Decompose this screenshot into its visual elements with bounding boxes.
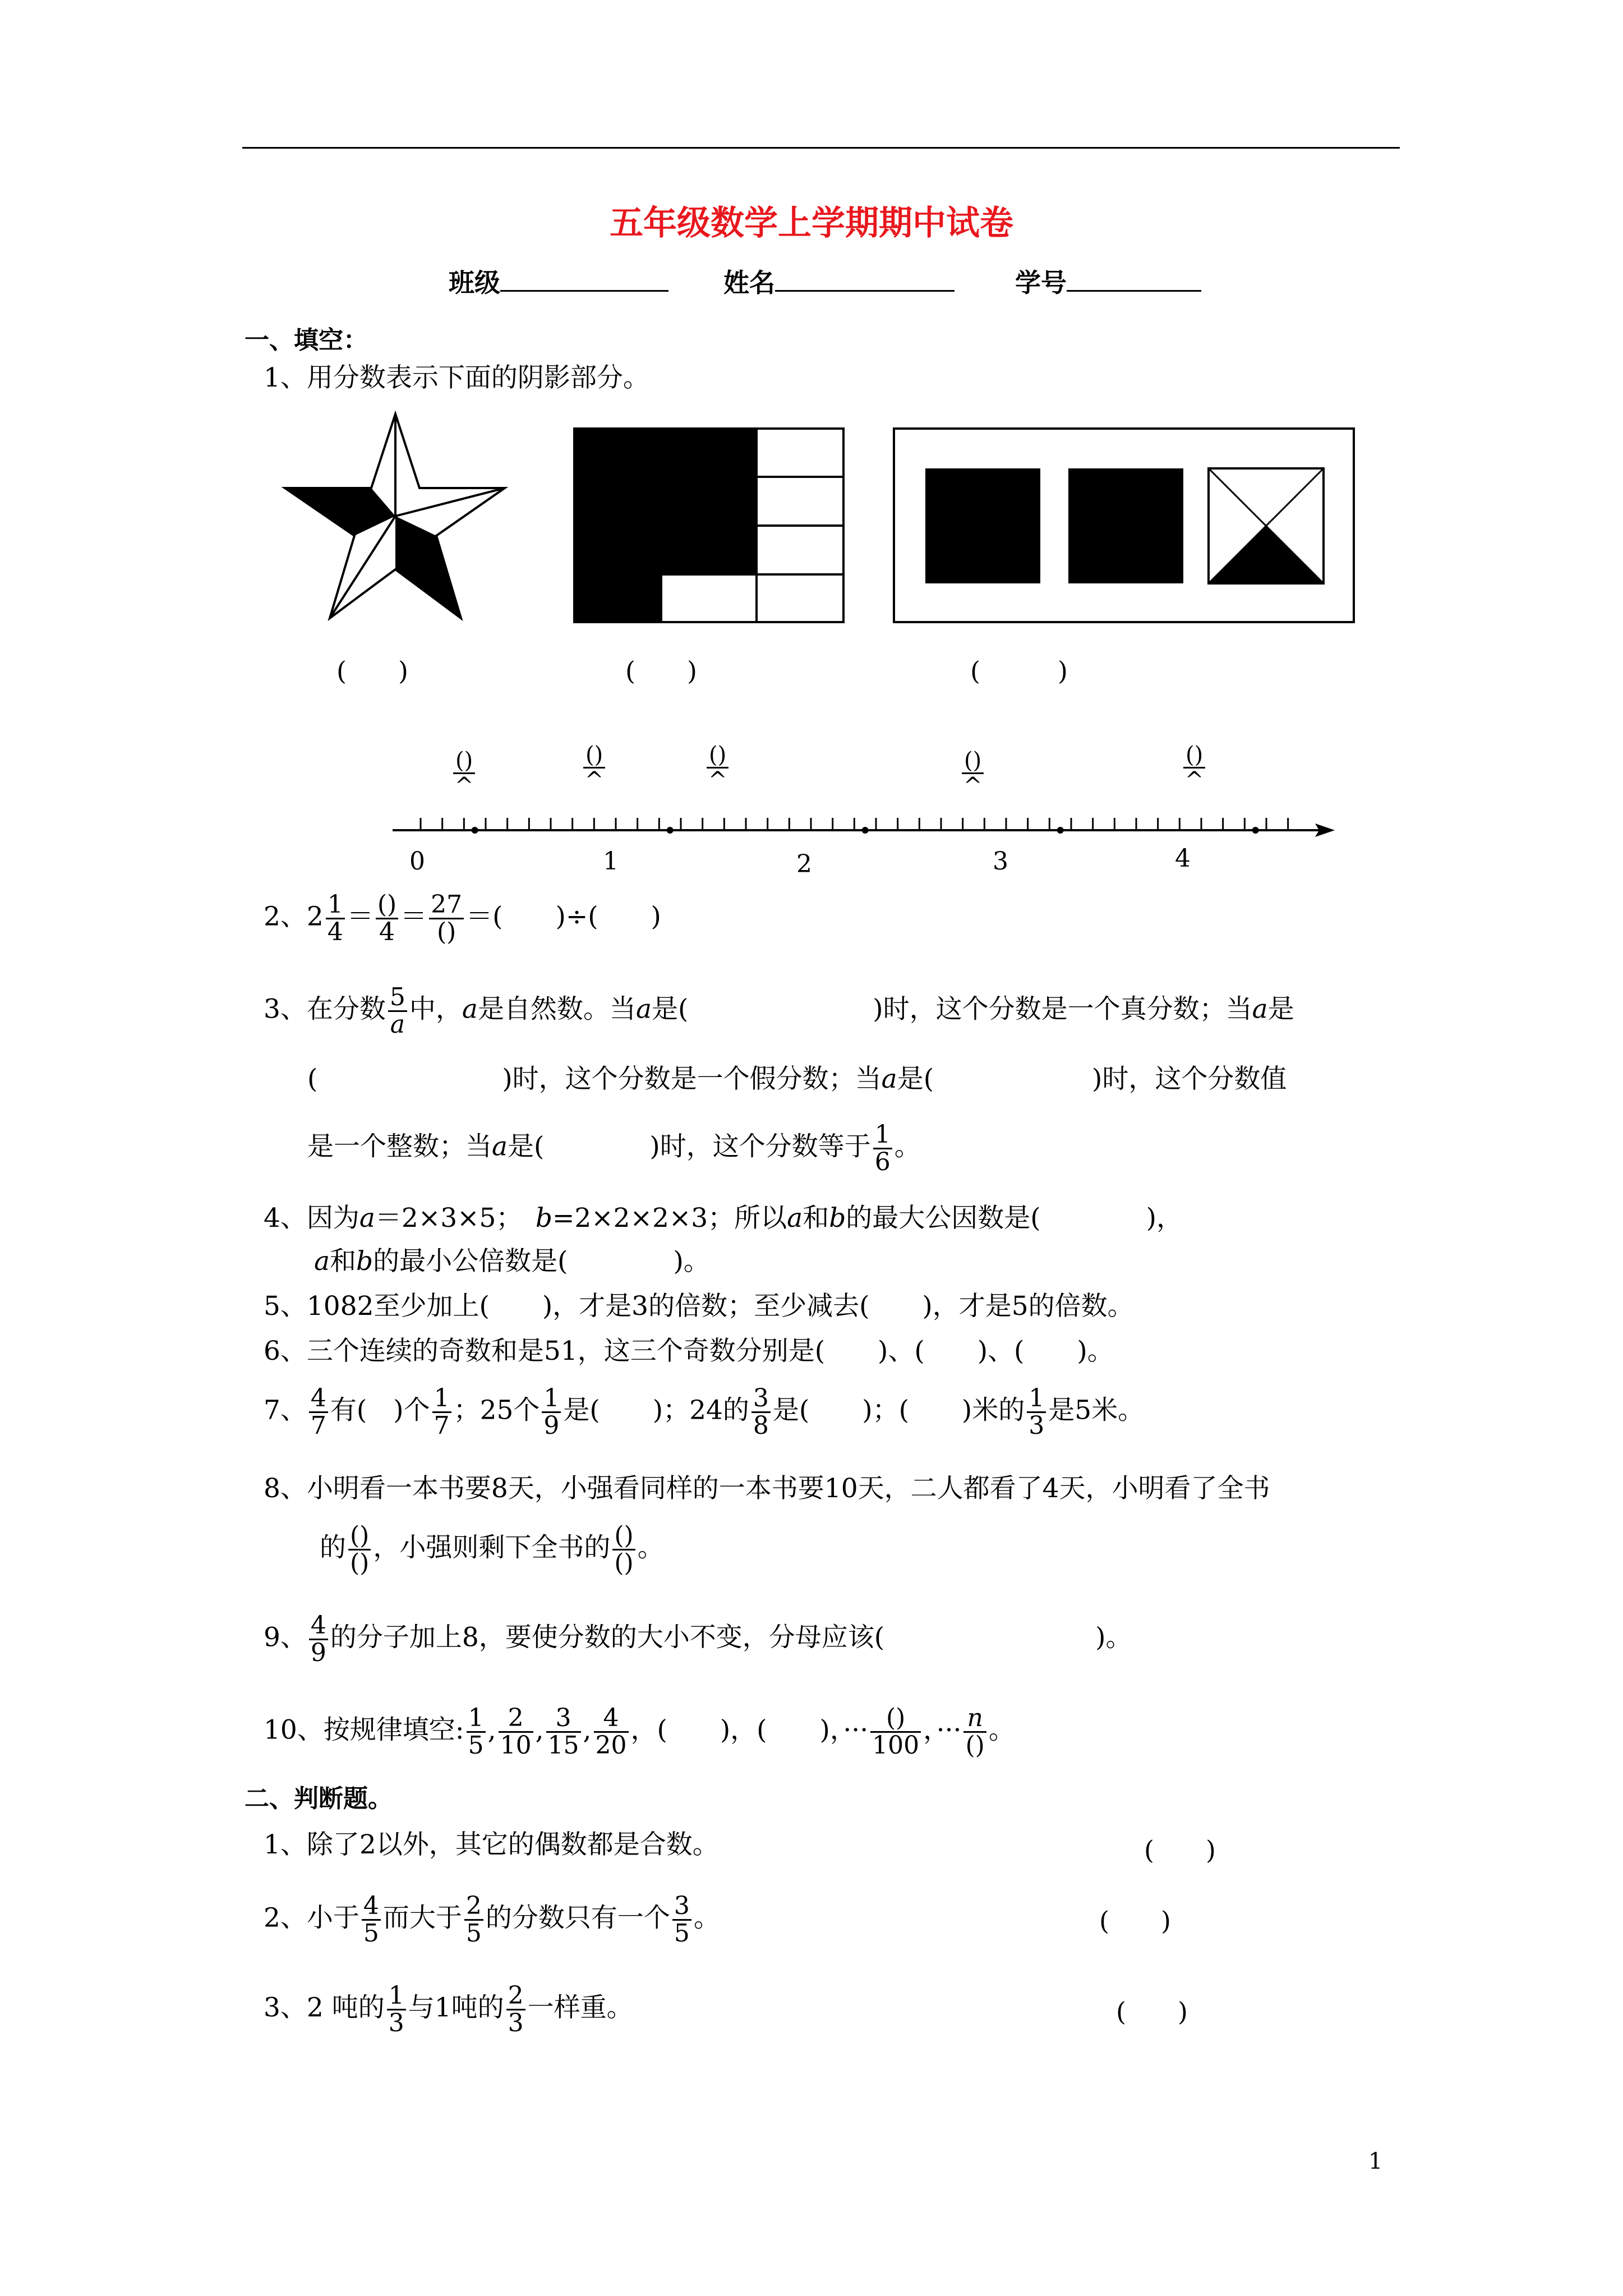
number-line-dot — [1057, 827, 1064, 834]
judge-3-paren[interactable]: ( ) — [1116, 1996, 1188, 2027]
name-blank[interactable] — [775, 265, 955, 292]
judge-1-paren[interactable]: ( ) — [1144, 1835, 1216, 1865]
id-field — [1015, 263, 1201, 300]
nl-blank-fraction-5[interactable]: () ^ — [1183, 743, 1205, 792]
q3-line3: 是一个整数；当a是( )时，这个分数等于 $\frac{1}{6}$ 。 — [307, 1120, 921, 1177]
id-blank[interactable] — [1067, 265, 1201, 292]
q2: 2、2 $\frac{1}{4}$ ＝ $\frac{()}{4}$ ＝ $\frac{27}{()}$ ＝( )÷( ) — [264, 890, 661, 947]
nl-label-1: 1 — [603, 847, 619, 876]
page-number: 1 — [1368, 2148, 1383, 2174]
section2-heading: 二、判断题。 — [245, 1784, 393, 1813]
q8-line1: 8、小明看一本书要8天，小强看同样的一本书要10天，二人都看了4天，小明看了全书 — [264, 1473, 1270, 1504]
squares-figure — [892, 426, 1357, 628]
nl-blank-fraction-2[interactable]: () ^ — [583, 743, 605, 792]
name-label: 姓名 — [723, 268, 775, 298]
square-1 — [925, 468, 1040, 583]
answer-paren-2[interactable]: ( ) — [625, 656, 697, 686]
q1-text: 1、用分数表示下面的阴影部分。 — [264, 362, 649, 393]
q3-line2: ( )时，这个分数是一个假分数；当a是( )时，这个分数值 — [307, 1064, 1287, 1094]
q10: 10、按规律填空: $\frac{1}{5}$ , $\frac{2}{10}$ , $\frac{3}{15}$ , $\frac{4}{20}$ ，( )，( )，··· $\frac{()}{100}$ ，··· $\frac{n}{()}$ 。 — [264, 1704, 1015, 1760]
q6: 6、三个连续的奇数和是51，这三个奇数分别是( )、( )、( )。 — [264, 1336, 1114, 1366]
q9: 9、 $\frac{4}{9}$ 的分子加上8，要使分数的大小不变，分母应该( )。 — [264, 1611, 1132, 1668]
q5: 5、1082至少加上( )，才是3的倍数；至少减去( )，才是5的倍数。 — [264, 1291, 1134, 1322]
number-line-dot — [667, 827, 674, 834]
judge-2: 2、小于 $\frac{4}{5}$ 而大于 $\frac{2}{5}$ 的分数只有一个 $\frac{3}{5}$ 。 — [264, 1892, 720, 1948]
nl-label-3: 3 — [993, 847, 1008, 876]
class-blank[interactable] — [500, 265, 668, 292]
number-line-dot — [862, 827, 869, 834]
nl-label-0: 0 — [409, 847, 425, 876]
q8-line2: 的 $\frac{()}{()}$ ，小强则剩下全书的 $\frac{()}{()}$ 。 — [320, 1521, 664, 1578]
judge-1: 1、除了2以外，其它的偶数都是合数。 — [264, 1829, 719, 1860]
nl-label-4: 4 — [1175, 844, 1191, 873]
grid-figure — [572, 426, 847, 628]
nl-blank-fraction-4[interactable]: () ^ — [962, 749, 984, 798]
answer-paren-3[interactable]: ( ) — [970, 656, 1068, 686]
number-line-dot — [1252, 827, 1259, 834]
q7: 7、 $\frac{4}{7}$ 有( )个 $\frac{1}{7}$ ；25个 $\frac{1}{9}$ 是( )；24的 $\frac{3}{8}$ 是( )；( )米的 $\frac{1}{3}$ 是5米。 — [264, 1384, 1145, 1441]
square-2 — [1068, 468, 1183, 583]
name-field — [723, 263, 955, 300]
star-figure — [280, 409, 516, 634]
id-label: 学号 — [1015, 268, 1067, 298]
section1-heading: 一、填空： — [245, 326, 368, 355]
q4-line1: 4、因为a＝2×3×5； b=2×2×2×3；所以a和b的最大公因数是( )， — [264, 1203, 1183, 1234]
number-line — [387, 802, 1352, 847]
nl-label-2: 2 — [796, 850, 812, 878]
judge-2-paren[interactable]: ( ) — [1099, 1906, 1171, 1936]
class-field — [449, 263, 668, 300]
q4-line2: a和b的最小公倍数是( )。 — [314, 1246, 710, 1277]
nl-blank-fraction-1[interactable]: () ^ — [453, 749, 475, 798]
page-title: 五年级数学上学期期中试卷 — [610, 204, 1013, 243]
q3-line1: 3、在分数 $\frac{5}{a}$ 中，a是自然数。当a是( )时，这个分数是一个真分数；当a是 — [264, 983, 1294, 1039]
number-line-dot — [472, 827, 478, 834]
judge-3: 3、2 吨的 $\frac{1}{3}$ 与1吨的 $\frac{2}{3}$ 一样重。 — [264, 1981, 633, 2038]
class-label: 班级 — [449, 268, 500, 298]
nl-blank-fraction-3[interactable]: () ^ — [707, 743, 728, 792]
answer-paren-1[interactable]: ( ) — [336, 656, 408, 686]
header-rule — [242, 147, 1400, 149]
